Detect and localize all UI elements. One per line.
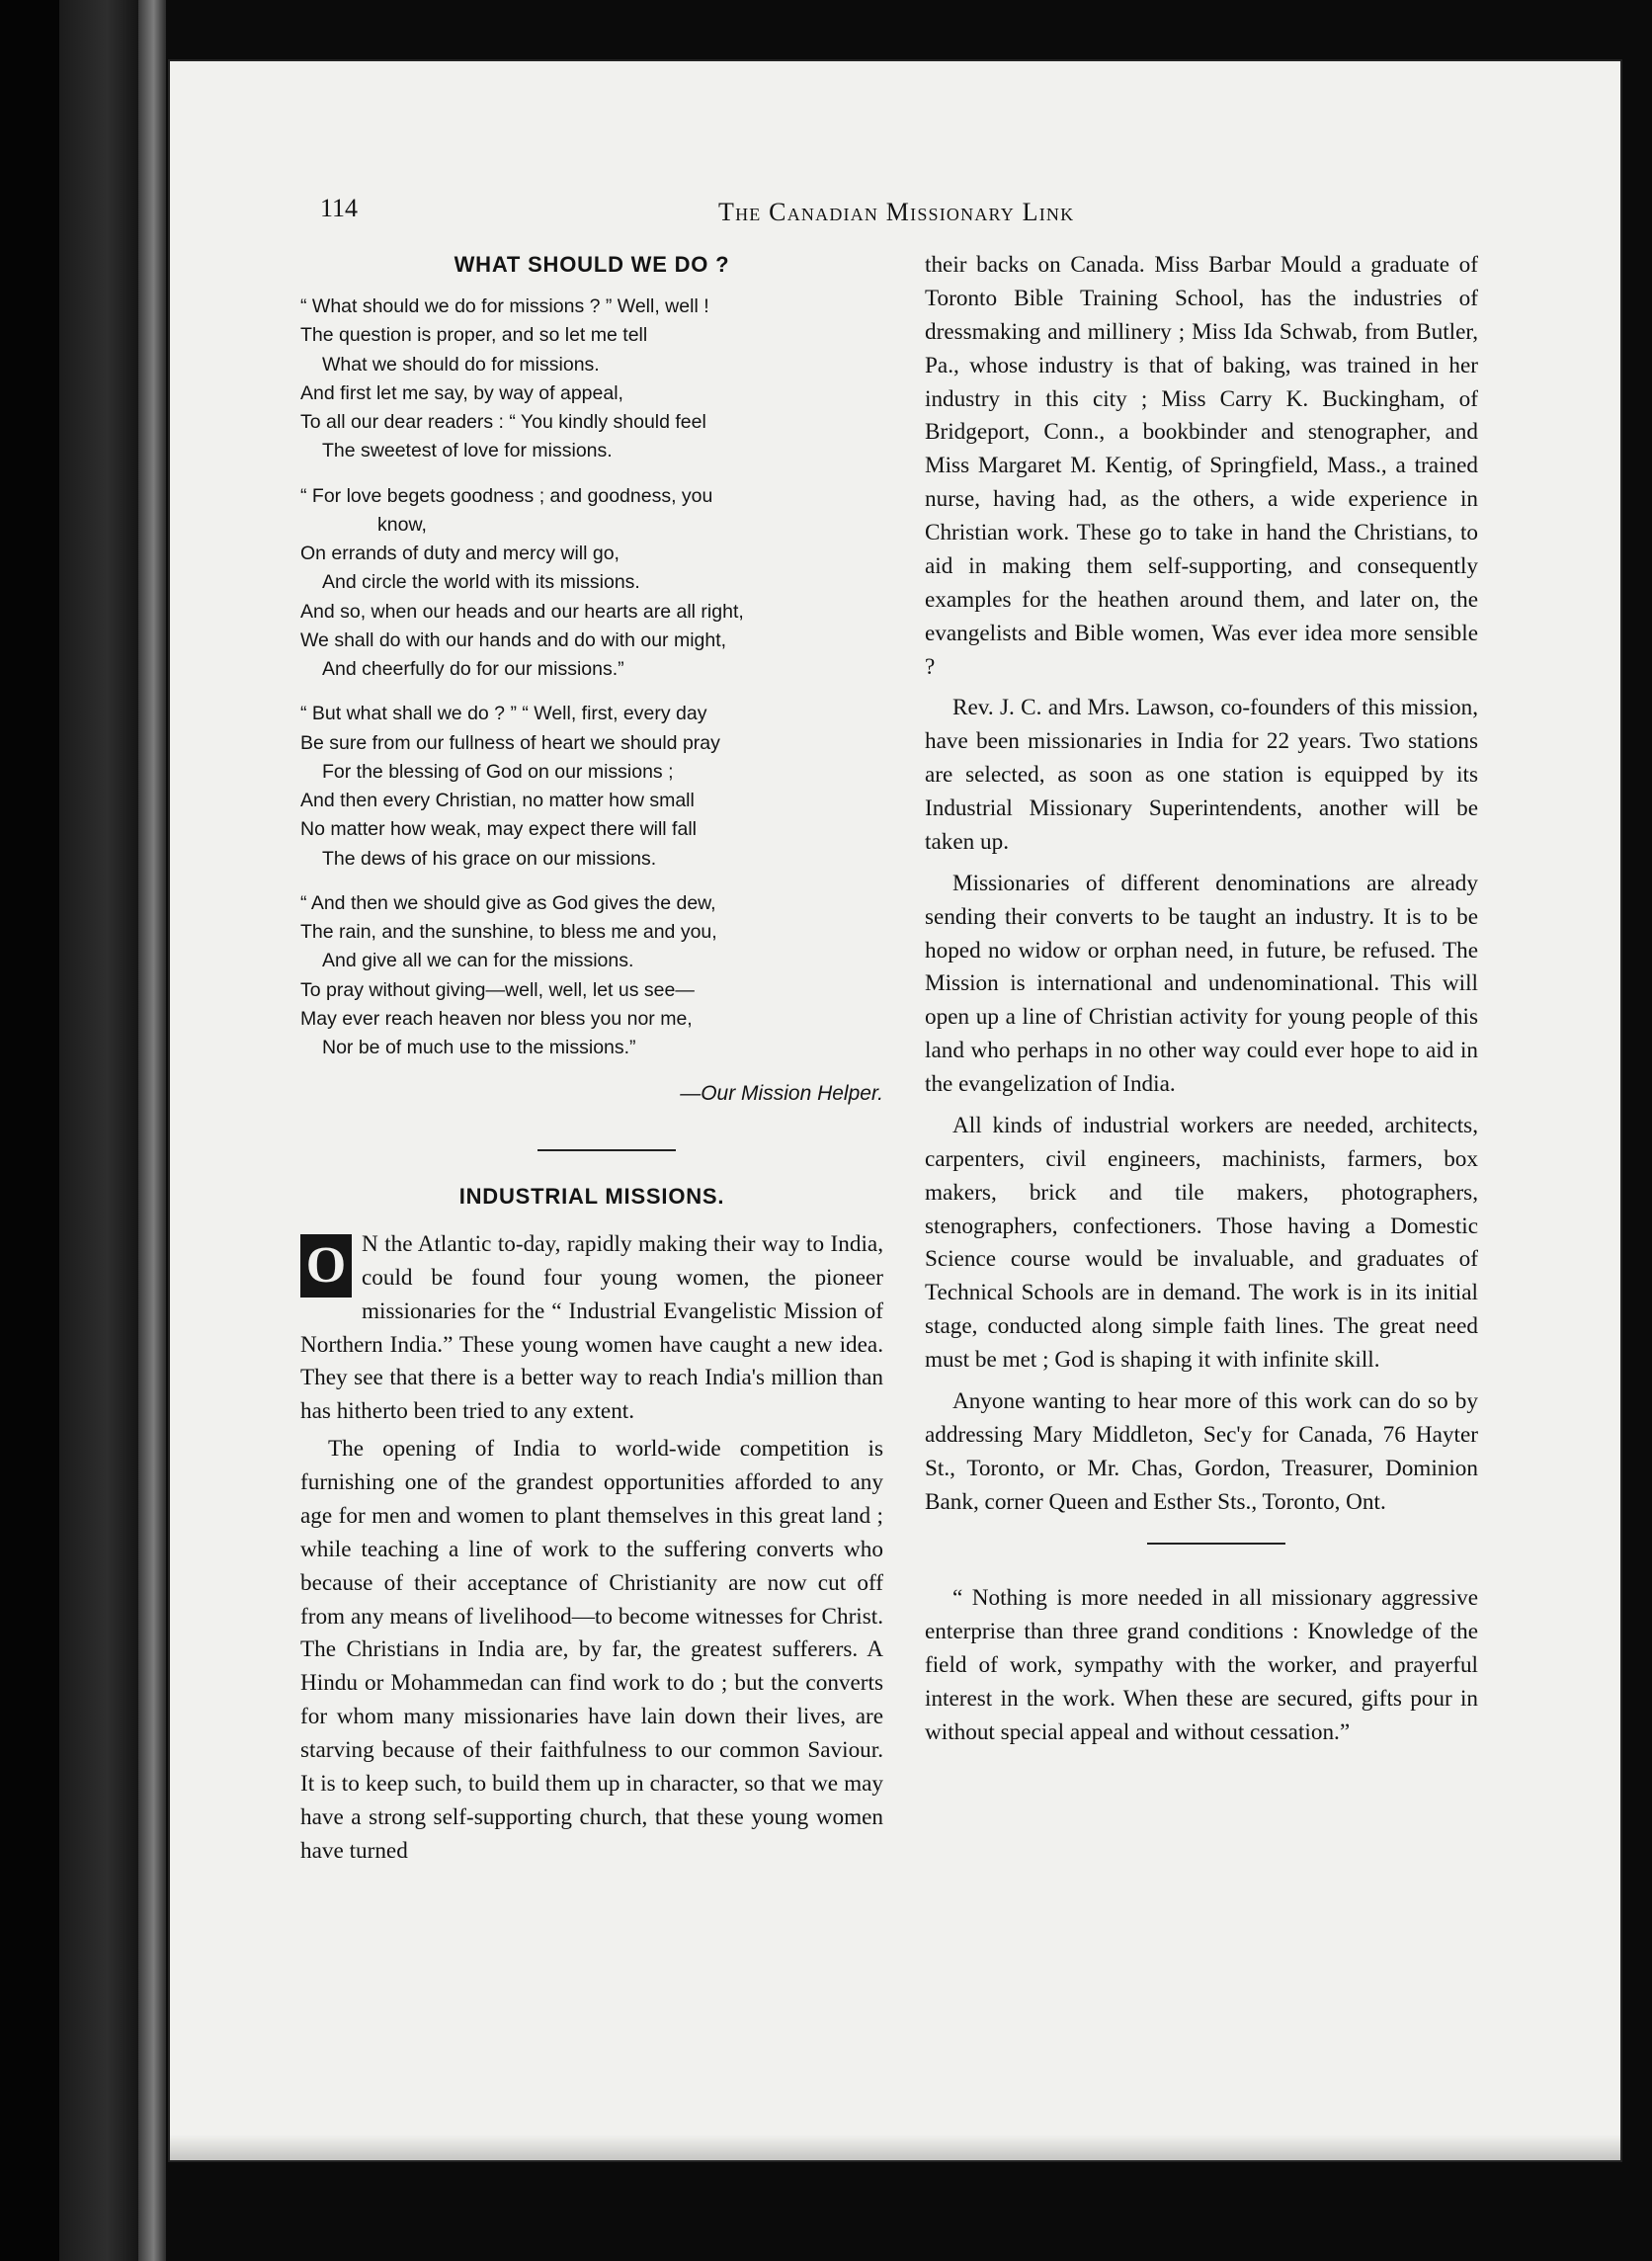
article-paragraph: All kinds of industrial workers are needed, architects, carpenters, civil engineers, machinists, farmers, box makers, brick and tile makers, photographers, stenographers, confectioners. Those having a Domestic Science course would be invaluable, and graduates of Technical Schools are in demand. The work is in its initial stage, conducted along simple faith lines. The great need must be met ; God is shaping it with infinite skill. bbox=[925, 1112, 1478, 1373]
poem-line: To pray without giving—well, well, let us see— bbox=[300, 978, 695, 1001]
poem-line: No matter how weak, may expect there will fall bbox=[300, 818, 697, 841]
right-column bbox=[925, 249, 1478, 1758]
article-paragraph: Missionaries of different denominations are already sending their converts to be taught an industry. It is to be hoped no widow or orphan need, in future, be refused. The Mission is international and undenominational. This will open up a line of Christian activity for young people of this land who perhaps in no other way could ever hope to aid in the evangelization of India. bbox=[925, 870, 1478, 1097]
poem-line: “ What should we do for missions ? ” Well, well ! bbox=[300, 295, 709, 318]
poem-line: “ But what shall we do ? ” “ Well, first, every day bbox=[300, 703, 707, 725]
poem-line: For the blessing of God on our missions ; bbox=[322, 760, 674, 783]
running-head: The Canadian Missionary Link bbox=[718, 198, 1075, 226]
poem-line: The question is proper, and so let me tell bbox=[300, 324, 648, 347]
poem-stanza bbox=[300, 700, 893, 874]
closing-quote bbox=[925, 1582, 1478, 1749]
poem-line: And then every Christian, no matter how small bbox=[300, 790, 695, 812]
poem-title: WHAT SHOULD WE DO ? bbox=[454, 252, 730, 277]
article-paragraph bbox=[300, 1228, 883, 1429]
quote-text: “ Nothing is more needed in all missionary aggressive enterprise than three grand conditions : Knowledge of the field of work, sympathy with the worker, and prayerful interest in the work. When these are secured, gifts pour in without special appeal and without cessation.” bbox=[925, 1585, 1478, 1745]
page-header bbox=[170, 194, 1620, 233]
book-spine-shadow bbox=[0, 0, 59, 2261]
poem-line: We shall do with our hands and do with our might, bbox=[300, 628, 727, 651]
article-paragraph: Rev. J. C. and Mrs. Lawson, co-founders of this mission, have been missionaries in India for 22 years. Two stations are selected, as soon as one station is equipped by its Industrial Missionary Superintendents, another will be taken up. bbox=[925, 695, 1478, 855]
article-body-left bbox=[300, 1228, 883, 1869]
left-column bbox=[300, 249, 1012, 1873]
poem-line: On errands of duty and mercy will go, bbox=[300, 543, 620, 565]
article-paragraph: their backs on Canada. Miss Barbar Mould a graduate of Toronto Bible Training School, has the industries of dressmaking and millinery ; Miss Ida Schwab, from Butler, Pa., whose industry is that of baking, was trained in her industry in this city ; Miss Carry K. Buckingham, of Bridgeport, Conn., a bookbinder and stenographer, and Miss Margaret M. Kentig, of Springfield, Mass., a trained nurse, having had, as the others, a wide experience in Christian work. These go to take in hand the Christians, to aid in making them self-supporting, and consequently examples for the heathen around them, and later on, the evangelists and Bible women, Was ever idea more sensible ? bbox=[925, 252, 1478, 680]
article-paragraph: The opening of India to world-wide competition is furnishing one of the grandest opportunities afforded to any age for men and women to plant themselves in this great land ; while teaching a line of work to the suffering converts who because of their acceptance of Christianity are now cut off from any means of livelihood—to become witnesses for Christ. The Christians in India are, by far, the greatest sufferers. A Hindu or Mohammedan can find work to do ; but the converts for whom many missionaries have lain down their lives, are starving because of their faithfulness to our common Saviour. It is to keep such, to build them up in character, so that we may have a strong self-supporting church, that these young women have turned bbox=[300, 1436, 883, 1864]
poem-line: “ And then we should give as God gives the dew, bbox=[300, 891, 716, 914]
poem-line: And so, when our heads and our hearts are all right, bbox=[300, 600, 744, 623]
poem-line: Nor be of much use to the missions.” bbox=[322, 1037, 636, 1059]
book-page bbox=[170, 61, 1620, 2160]
poem-stanza bbox=[300, 889, 893, 1063]
poem-stanza bbox=[300, 293, 893, 466]
poem-line: “ For love begets goodness ; and goodness, you bbox=[300, 484, 713, 507]
poem-line: The sweetest of love for missions. bbox=[322, 440, 613, 462]
poem-line: And first let me say, by way of appeal, bbox=[300, 381, 623, 404]
article-title: INDUSTRIAL MISSIONS. bbox=[458, 1183, 725, 1209]
poem-attribution: —Our Mission Helper. bbox=[680, 1082, 883, 1106]
poem-line: And cheerfully do for our missions.” bbox=[322, 658, 624, 681]
poem bbox=[300, 293, 893, 1110]
poem-line: Be sure from our fullness of heart we should pray bbox=[300, 731, 720, 754]
poem-line: know, bbox=[377, 513, 427, 536]
section-divider bbox=[537, 1149, 676, 1151]
poem-stanza bbox=[300, 482, 893, 685]
poem-line: The dews of his grace on our missions. bbox=[322, 847, 657, 870]
poem-line: And circle the world with its missions. bbox=[322, 571, 640, 594]
poem-line: And give all we can for the missions. bbox=[322, 950, 634, 972]
page-number: 114 bbox=[320, 194, 359, 222]
drop-cap: O bbox=[300, 1234, 352, 1298]
page-edge bbox=[138, 0, 166, 2261]
poem-line: What we should do for missions. bbox=[322, 353, 600, 376]
article-paragraph: Anyone wanting to hear more of this work can do so by addressing Mary Middleton, Sec'y for Canada, 76 Hayter St., Toronto, or Mr. Chas, Gordon, Treasurer, Dominion Bank, corner Queen and Esther Sts., Toronto, Ont. bbox=[925, 1387, 1478, 1515]
poem-line: May ever reach heaven nor bless you nor me, bbox=[300, 1007, 693, 1030]
section-divider bbox=[1147, 1543, 1285, 1545]
poem-line: The rain, and the sunshine, to bless me and you, bbox=[300, 921, 717, 944]
poem-line: To all our dear readers : “ You kindly should feel bbox=[300, 411, 706, 434]
book-spine bbox=[59, 0, 138, 2261]
paragraph-text: N the Atlantic to-day, rapidly making their way to India, could be found four young women, the pioneer missionaries for the “ Industrial Evangelistic Mission of Northern India.” These young women have caught a new idea. They see that there is a better way to reach India's million than has hitherto been tried to any extent. bbox=[300, 1230, 883, 1425]
